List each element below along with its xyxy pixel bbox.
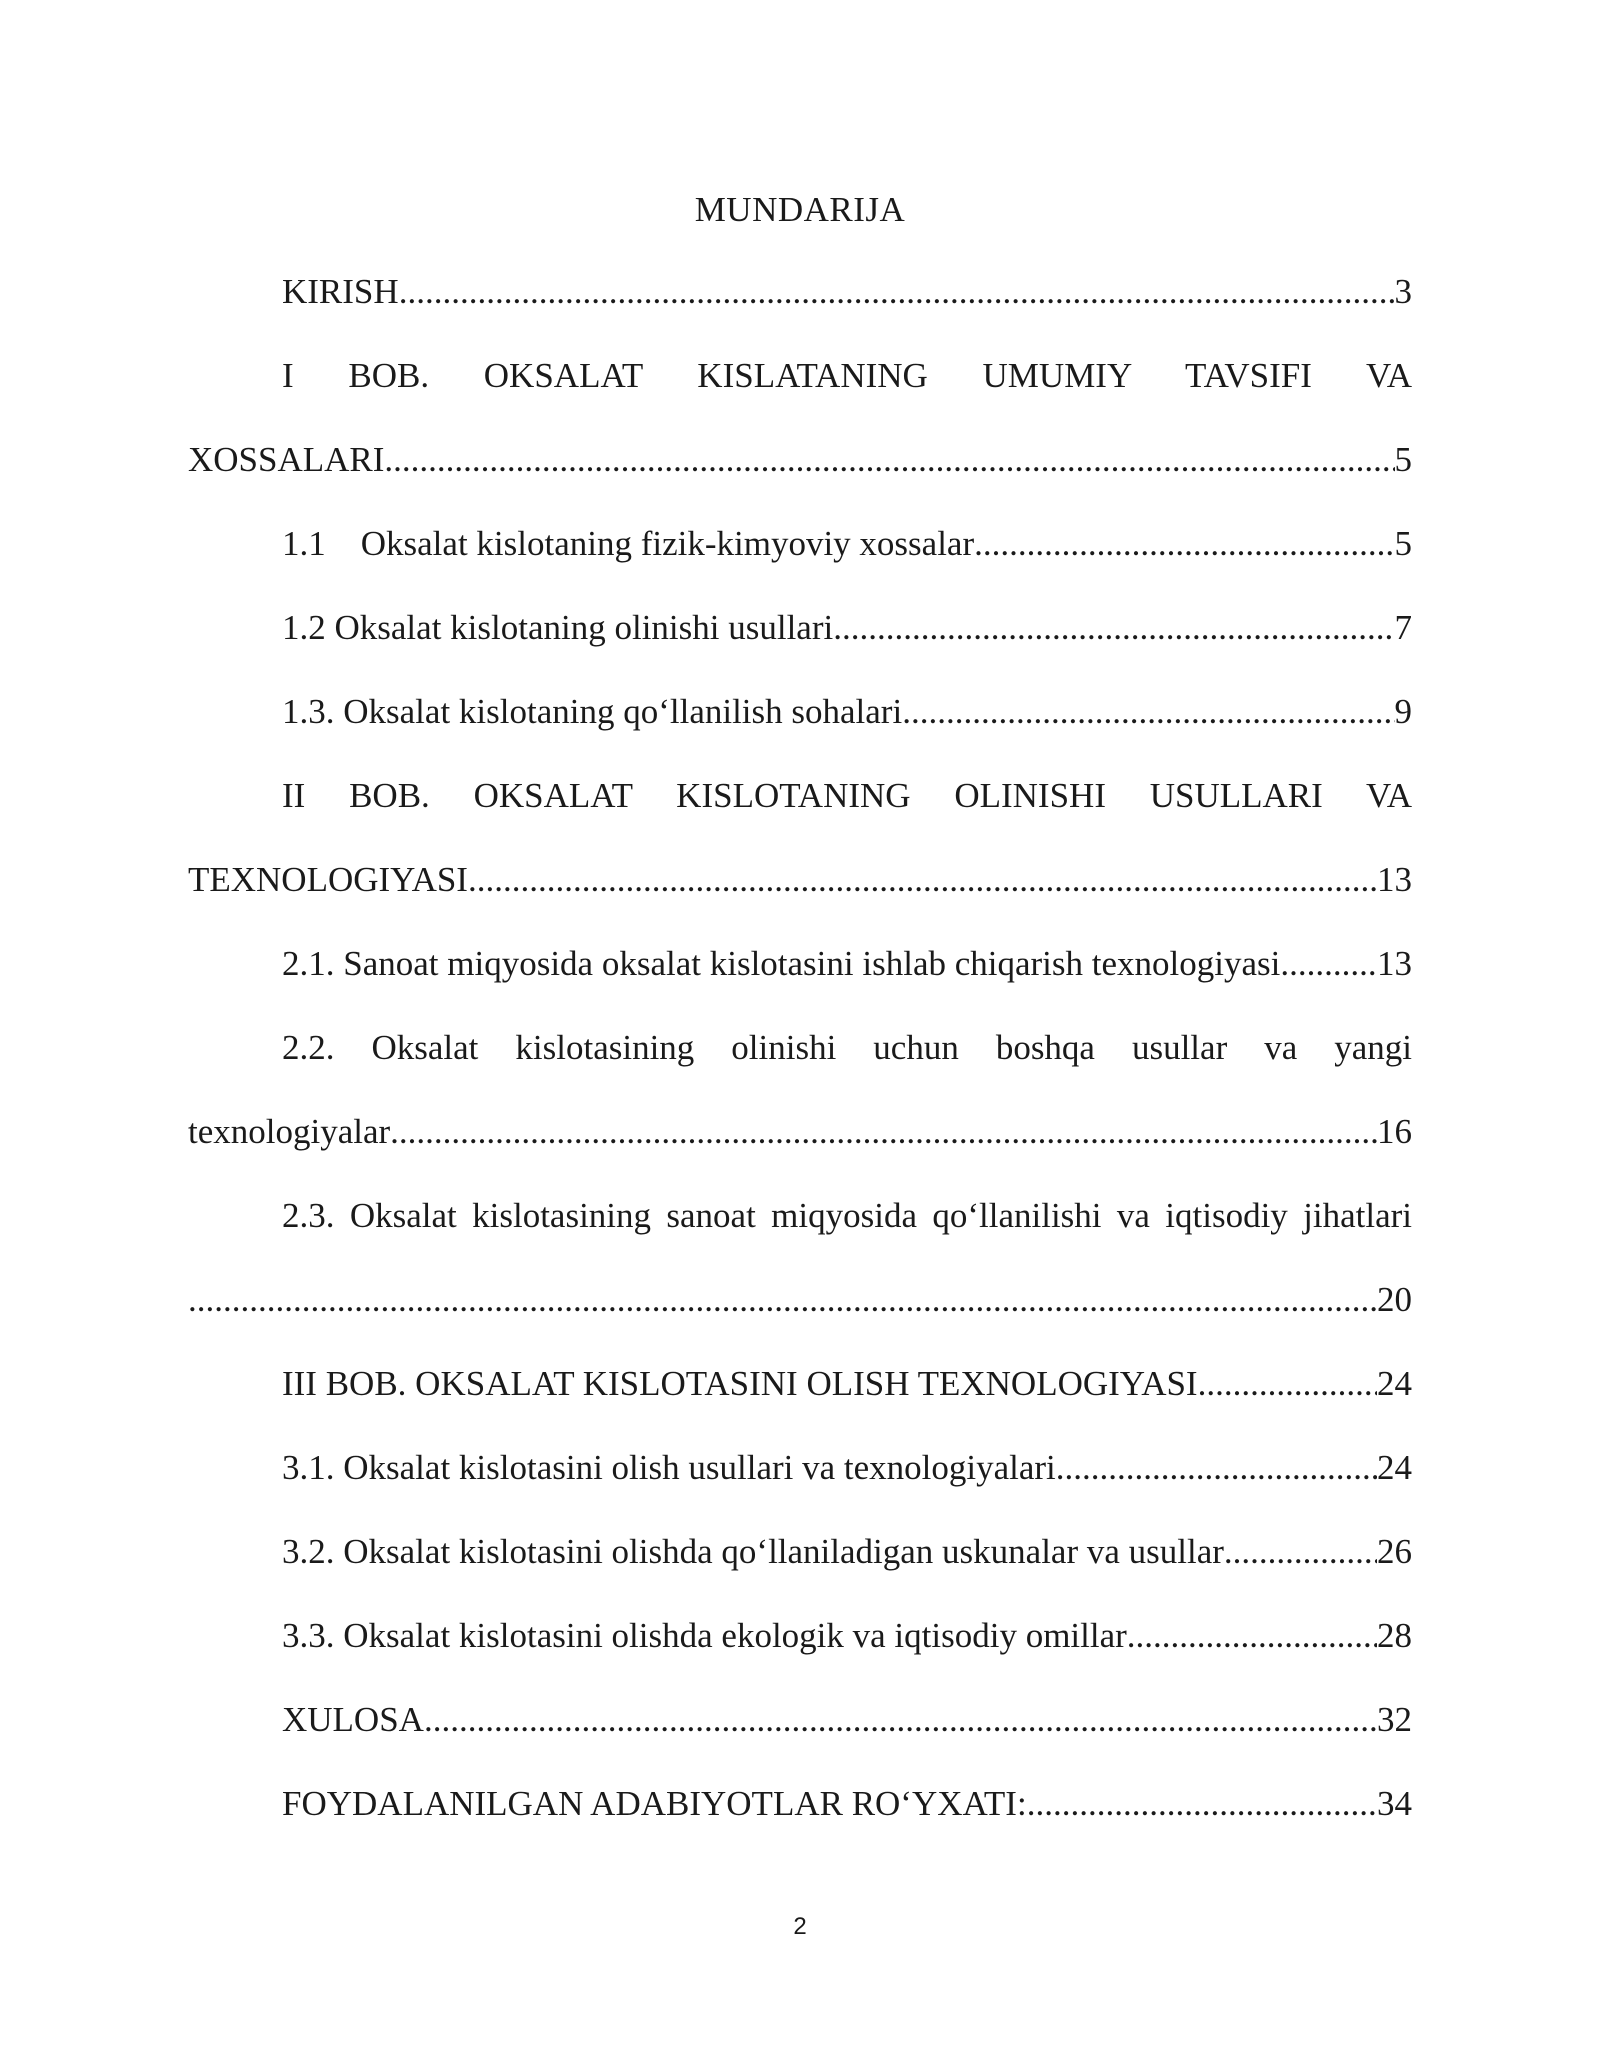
toc-leader-dots — [399, 270, 1395, 314]
toc-entry-1-1[interactable] — [188, 522, 1412, 566]
toc-entry-2-3-cont[interactable] — [188, 1278, 1412, 1322]
toc-page-number: 24 — [1377, 1364, 1412, 1403]
toc-entry-references[interactable] — [188, 1782, 1412, 1826]
toc-leader-dots — [384, 438, 1394, 482]
toc-entry-3-2[interactable] — [188, 1530, 1412, 1574]
toc-entry-text: 1.1 Oksalat kislotaning fizik-kimyoviy xossalar — [282, 524, 975, 563]
toc-entry-1-2[interactable] — [188, 606, 1412, 650]
toc-leader-dots — [1224, 1530, 1377, 1574]
toc-entry-chapter-1[interactable] — [188, 354, 1412, 398]
toc-entry-text: 3.2. Oksalat kislotasini olishda qo‘llaniladigan uskunalar va usullar — [282, 1532, 1224, 1571]
page-title: MUNDARIJA — [694, 190, 906, 229]
page-number: 2 — [793, 1913, 807, 1940]
toc-entry-text: I BOB. OKSALAT KISLATANING UMUMIY TAVSIFI VA — [282, 356, 1412, 395]
toc-entry-chapter-3[interactable] — [188, 1362, 1412, 1406]
toc-leader-dots — [1056, 1446, 1377, 1490]
toc-entry-text: II BOB. OKSALAT KISLOTANING OLINISHI USULLARI VA — [282, 776, 1412, 815]
toc-entry-text: 2.1. Sanoat miqyosida oksalat kislotasini ishlab chiqarish texnologiyasi — [282, 944, 1281, 983]
toc-page-number: 24 — [1377, 1448, 1412, 1487]
toc-entry-2-1[interactable] — [188, 942, 1412, 986]
toc-leader-dots — [424, 1698, 1377, 1742]
toc-entry-chapter-2-cont[interactable] — [188, 858, 1412, 902]
toc-entry-3-3[interactable] — [188, 1614, 1412, 1658]
toc-page-number: 5 — [1394, 440, 1412, 479]
toc-page-number: 26 — [1377, 1532, 1412, 1571]
toc-entry-xulosa[interactable] — [188, 1698, 1412, 1742]
toc-leader-dots — [1280, 942, 1377, 986]
toc-page-number: 3 — [1394, 272, 1412, 311]
toc-leader-dots — [1127, 1614, 1377, 1658]
toc-entry-text: 3.3. Oksalat kislotasini olishda ekologik va iqtisodiy omillar — [282, 1616, 1127, 1655]
toc-entry-text: 3.1. Oksalat kislotasini olish usullari va texnologiyalari — [282, 1448, 1056, 1487]
toc-leader-dots — [1198, 1362, 1377, 1406]
toc-entry-text: KIRISH — [282, 272, 399, 311]
toc-entry-text: FOYDALANILGAN ADABIYOTLAR RO‘YXATI: — [282, 1784, 1027, 1823]
toc-page-number: 5 — [1394, 524, 1412, 563]
toc-leader-dots — [468, 858, 1377, 902]
toc-leader-dots — [974, 522, 1394, 566]
toc-entry-text: 1.2 Oksalat kislotaning olinishi usullari — [282, 608, 834, 647]
toc-page-number: 9 — [1394, 692, 1412, 731]
toc-page-number: 34 — [1377, 1784, 1412, 1823]
toc-entry-chapter-1-cont[interactable] — [188, 438, 1412, 482]
table-of-contents — [188, 0, 1412, 2070]
toc-entry-3-1[interactable] — [188, 1446, 1412, 1490]
toc-entry-text: texnologiyalar — [188, 1112, 391, 1151]
toc-entry-2-3[interactable] — [188, 1194, 1412, 1238]
toc-leader-dots — [833, 606, 1394, 650]
toc-leader-dots — [902, 690, 1394, 734]
toc-page-number: 20 — [1377, 1280, 1412, 1319]
toc-page-number: 7 — [1394, 608, 1412, 647]
toc-entry-text: TEXNOLOGIYASI — [188, 860, 468, 899]
toc-page-number: 13 — [1377, 944, 1412, 983]
toc-leader-dots — [390, 1110, 1377, 1154]
toc-entry-2-2-cont[interactable] — [188, 1110, 1412, 1154]
toc-entry-text: XOSSALARI — [188, 440, 385, 479]
toc-entry-text: III BOB. OKSALAT KISLOTASINI OLISH TEXNOLOGIYASI — [282, 1364, 1198, 1403]
toc-entry-text: XULOSA — [282, 1700, 424, 1739]
toc-leader-dots — [188, 1278, 1377, 1322]
toc-entry-1-3[interactable] — [188, 690, 1412, 734]
toc-entry-text: 1.3. Oksalat kislotaning qo‘llanilish sohalari — [282, 692, 903, 731]
toc-entry-2-2[interactable] — [188, 1026, 1412, 1070]
toc-page-number: 28 — [1377, 1616, 1412, 1655]
toc-page-number: 13 — [1377, 860, 1412, 899]
toc-entry-text: 2.3. Oksalat kislotasining sanoat miqyosida qo‘llanilishi va iqtisodiy jihatlari — [282, 1196, 1412, 1235]
toc-leader-dots — [1027, 1782, 1377, 1826]
toc-entry-kirish[interactable] — [188, 270, 1412, 314]
toc-page-number: 32 — [1377, 1700, 1412, 1739]
toc-entry-chapter-2[interactable] — [188, 774, 1412, 818]
toc-page-number: 16 — [1377, 1112, 1412, 1151]
toc-entry-text: 2.2. Oksalat kislotasining olinishi uchun boshqa usullar va yangi — [282, 1028, 1412, 1067]
